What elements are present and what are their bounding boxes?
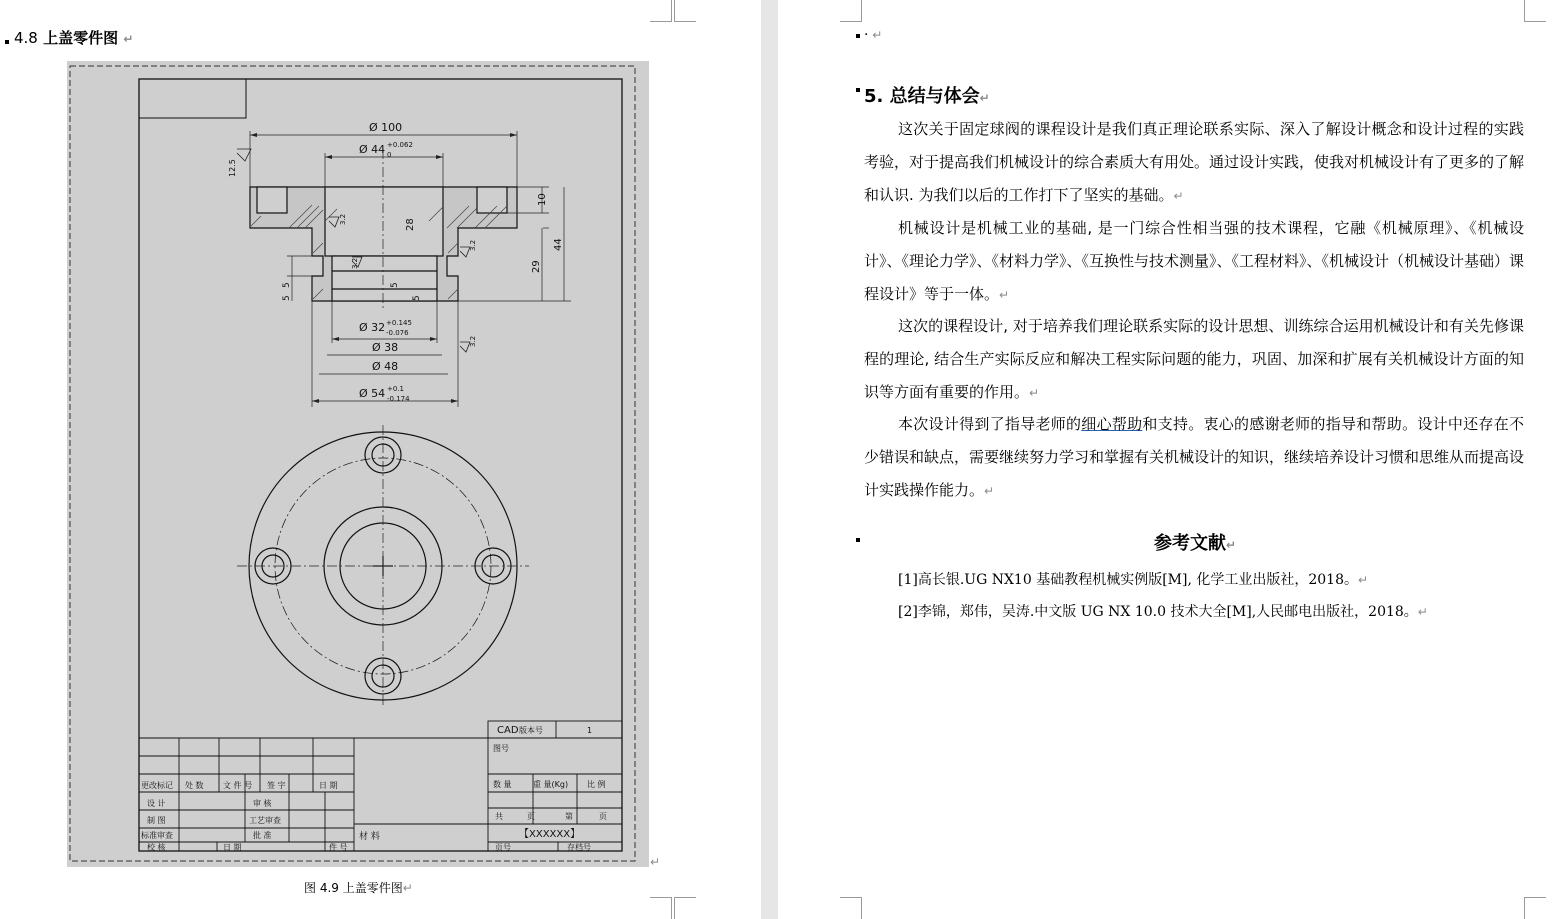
dim-d100: Ø 100 xyxy=(369,121,403,134)
tb-page-label: 第 xyxy=(565,812,573,821)
margin-corner-mark xyxy=(650,0,672,22)
references-title: 参考文献↵ xyxy=(1154,533,1237,554)
tb-page-unit: 页 xyxy=(599,812,607,821)
margin-corner-mark xyxy=(674,897,696,919)
tb-total-label: 共 xyxy=(495,812,503,821)
tb-approve-label: 批 准 xyxy=(253,831,272,840)
dim-d32-tol-lower: -0.076 xyxy=(386,329,409,337)
tb-scale-label: 比 例 xyxy=(587,780,606,789)
tb-qty-label: 数 量 xyxy=(493,780,512,789)
caption-text: 图 4.9 上盖零件图 xyxy=(304,881,403,895)
tb-part-no-label: 件 号 xyxy=(329,843,348,852)
tb-review-label: 审 核 xyxy=(253,799,272,808)
tb-signature-label: 签 字 xyxy=(267,781,286,790)
cad-drawing-svg xyxy=(67,61,649,867)
dim-d54-tol-lower: -0.174 xyxy=(387,395,410,403)
paragraph-4-text-before: 本次设计得到了指导老师的 xyxy=(898,415,1082,433)
tb-material-label: 材 料 xyxy=(359,832,380,842)
roughness-12-5: 12.5 xyxy=(228,159,237,177)
margin-corner-mark xyxy=(650,897,672,919)
paragraph-1: 这次关于固定球阀的课程设计是我们真正理论联系实际、深入了解设计概念和设计过程的实践考验，对于提高我们机械设计的综合素质大有用处。通过设计实践，使我对机械设计有了更多的了解和认识. 为我们以后的工作打下了坚实的基础。↵ xyxy=(864,120,1525,204)
margin-corner-mark xyxy=(674,0,696,22)
tb-date-label: 日 期 xyxy=(319,781,338,790)
paragraph-3-text: 这次的课程设计, 对于培养我们理论联系实际的设计思想、训练综合运用机械设计和有关先修课程的理论, 结合生产实际反应和解决工程实际问题的能力，巩固、加深和扩展有关机械设计方面的知识等方面有重要的作用。 xyxy=(864,317,1524,401)
tb-sheet-unit: 页 xyxy=(527,812,535,821)
tb-weight-label: 重 量(Kg) xyxy=(533,780,569,789)
tb-date2-label: 日 期 xyxy=(223,843,242,852)
tb-archive-label: 存档号 xyxy=(567,843,591,852)
drawing-code-box xyxy=(139,79,246,118)
empty-paragraph: · ↵ xyxy=(864,27,883,43)
roughness-3-2-d: 3.2 xyxy=(469,335,477,347)
dim-5-left-upper: 5 xyxy=(282,282,292,288)
dim-d54: Ø 54 xyxy=(359,387,386,400)
tb-proofread-label: 校 核 xyxy=(147,843,166,852)
references-title-text: 参考文献 xyxy=(1154,533,1226,554)
dim-d44: Ø 44 xyxy=(359,143,386,156)
tb-design-label: 设 计 xyxy=(147,799,166,808)
paragraph-2-text: 机械设计是机械工业的基础, 是一门综合性相当强的技术课程，它融《机械原理》、《机械设计》、《理论力学》、《材料力学》、《互换性与技术测量》、《工程材料》、《机械设计（机械设计基础）课程设计》等于一体。 xyxy=(864,219,1525,303)
top-view-center-lines xyxy=(237,425,529,707)
paragraph-bullet xyxy=(856,34,860,38)
dim-5-left-lower: 5 xyxy=(282,295,292,301)
paragraph-1-text: 这次关于固定球阀的课程设计是我们真正理论联系实际、深入了解设计概念和设计过程的实践考验，对于提高我们机械设计的综合素质大有用处。通过设计实践，使我对机械设计有了更多的了解和认识. 为我们以后的工作打下了坚实的基础。 xyxy=(864,120,1525,204)
paragraph-2: 机械设计是机械工业的基础, 是一门综合性相当强的技术课程，它融《机械原理》、《机械设计》、《理论力学》、《材料力学》、《互换性与技术测量》、《工程材料》、《机械设计（机械设计基础）课程设计》等于一体。↵ xyxy=(864,219,1525,303)
dim-d48: Ø 48 xyxy=(372,360,399,373)
section-title: 5. 总结与体会↵ xyxy=(864,86,990,107)
tb-draw-label: 制 图 xyxy=(147,816,166,825)
paragraph-bullet xyxy=(856,538,860,542)
page-gap xyxy=(761,0,778,919)
reference-item: [2]李锦，郑伟，吴涛.中文版 UG NX 10.0 技术大全[M],人民邮电出版社，2018。↵ xyxy=(898,604,1428,620)
roughness-3-2-c: 3.2 xyxy=(469,239,477,251)
tb-version-value: 1 xyxy=(587,726,593,735)
dim-10: 10 xyxy=(537,193,548,206)
dim-5-right: 5 xyxy=(412,295,422,301)
tb-mark-label: 更改标记 xyxy=(141,781,173,790)
dim-5-center: 5 xyxy=(390,282,400,288)
roughness-3-2-a: 3.2 xyxy=(339,213,347,225)
paragraph-4-text-after: 和支持。衷心的感谢老师的指导和帮助。设计中还存在不少错误和缺点，需要继续努力学习和掌握有关机械设计的知识，继续培养设计习惯和思维从而提高设计实践操作能力。 xyxy=(864,415,1525,499)
dim-d38: Ø 38 xyxy=(372,341,399,354)
margin-corner-mark xyxy=(1524,0,1546,22)
drawing-sheet-border xyxy=(70,66,635,861)
paragraph-4: 本次设计得到了指导老师的细心帮助和支持。衷心的感谢老师的指导和帮助。设计中还存在不少错误和缺点，需要继续努力学习和掌握有关机械设计的知识，继续培养设计习惯和思维从而提高设计实践操作能力。↵ xyxy=(864,415,1525,499)
tb-process-label: 工艺审查 xyxy=(249,816,281,825)
reference-1-text: [1]高长银.UG NX10 基础教程机械实例版[M], 化学工业出版社，2018。 xyxy=(898,572,1358,588)
dim-d44-tol-upper: +0.062 xyxy=(387,141,413,149)
tb-page-no-label: 页号 xyxy=(495,843,511,852)
section-title-text: 5. 总结与体会 xyxy=(864,86,980,107)
margin-corner-mark xyxy=(1524,897,1546,919)
tb-company: 【XXXXXX】 xyxy=(519,829,581,840)
tb-version-label: 版本号 xyxy=(519,726,543,735)
paragraph-bullet xyxy=(856,88,860,92)
roughness-3-2-b: 3.2 xyxy=(351,257,359,269)
figure-heading: 4.8 上盖零件图 ↵ xyxy=(14,29,134,47)
tb-count-label: 处 数 xyxy=(185,781,204,790)
dim-d32: Ø 32 xyxy=(359,321,386,334)
empty-paragraph-mark: · xyxy=(864,27,869,43)
reference-2-text: [2]李锦，郑伟，吴涛.中文版 UG NX 10.0 技术大全[M],人民邮电出版社，2018。 xyxy=(898,604,1418,620)
dim-d32-tol-upper: +0.145 xyxy=(386,319,412,327)
cad-drawing[interactable] xyxy=(67,61,649,867)
dim-28: 28 xyxy=(405,218,416,231)
figure-caption: 图 4.9 上盖零件图↵ xyxy=(304,881,413,895)
dim-44: 44 xyxy=(553,238,564,251)
reference-item: [1]高长银.UG NX10 基础教程机械实例版[M], 化学工业出版社，2018。↵ xyxy=(898,572,1369,588)
dim-29: 29 xyxy=(531,260,542,273)
dim-d54-tol-upper: +0.1 xyxy=(387,385,404,393)
left-page: 4.8 上盖零件图 ↵ Ø 100 Ø 44 +0.062 0 Ø 32 +0.145 -0.076 Ø 38 Ø 48 Ø 54 +0.1 -0.174 10 28 29 44 5 5 5 5 12.5 3.2 3.2 3.2 3.2 CAD 版本号 1 图号 数 量 重 量(Kg) 比 例 共 页 第 页 【XXXXXX】 材 料 更改标记 处 数 文 件 号 签 字 日 期 设 计 审 核 制 图 工艺审查 标准审查 批 准 校 核 日 期 件 号 页号 存档号 ↵ 图 4.9 上盖零件图↵ xyxy=(0,0,761,919)
margin-corner-mark xyxy=(840,0,862,22)
tb-doc-no-label: 文 件 号 xyxy=(223,781,253,790)
tb-standard-label: 标准审查 xyxy=(141,831,173,840)
paragraph-3: 这次的课程设计, 对于培养我们理论联系实际的设计思想、训练综合运用机械设计和有关先修课程的理论, 结合生产实际反应和解决工程实际问题的能力，巩固、加深和扩展有关机械设计方面的知识等方面有重要的作用。↵ xyxy=(864,317,1524,401)
paragraph-4-underlined[interactable]: 细心帮助 xyxy=(1081,415,1143,433)
heading-title: 上盖零件图 xyxy=(43,29,119,47)
tb-drawing-no-label: 图号 xyxy=(493,744,509,753)
paragraph-bullet xyxy=(5,40,9,44)
margin-corner-mark xyxy=(840,897,862,919)
tb-cad: CAD xyxy=(497,725,519,736)
dim-d44-tol-lower: 0 xyxy=(387,151,392,159)
heading-number: 4.8 xyxy=(14,29,38,47)
